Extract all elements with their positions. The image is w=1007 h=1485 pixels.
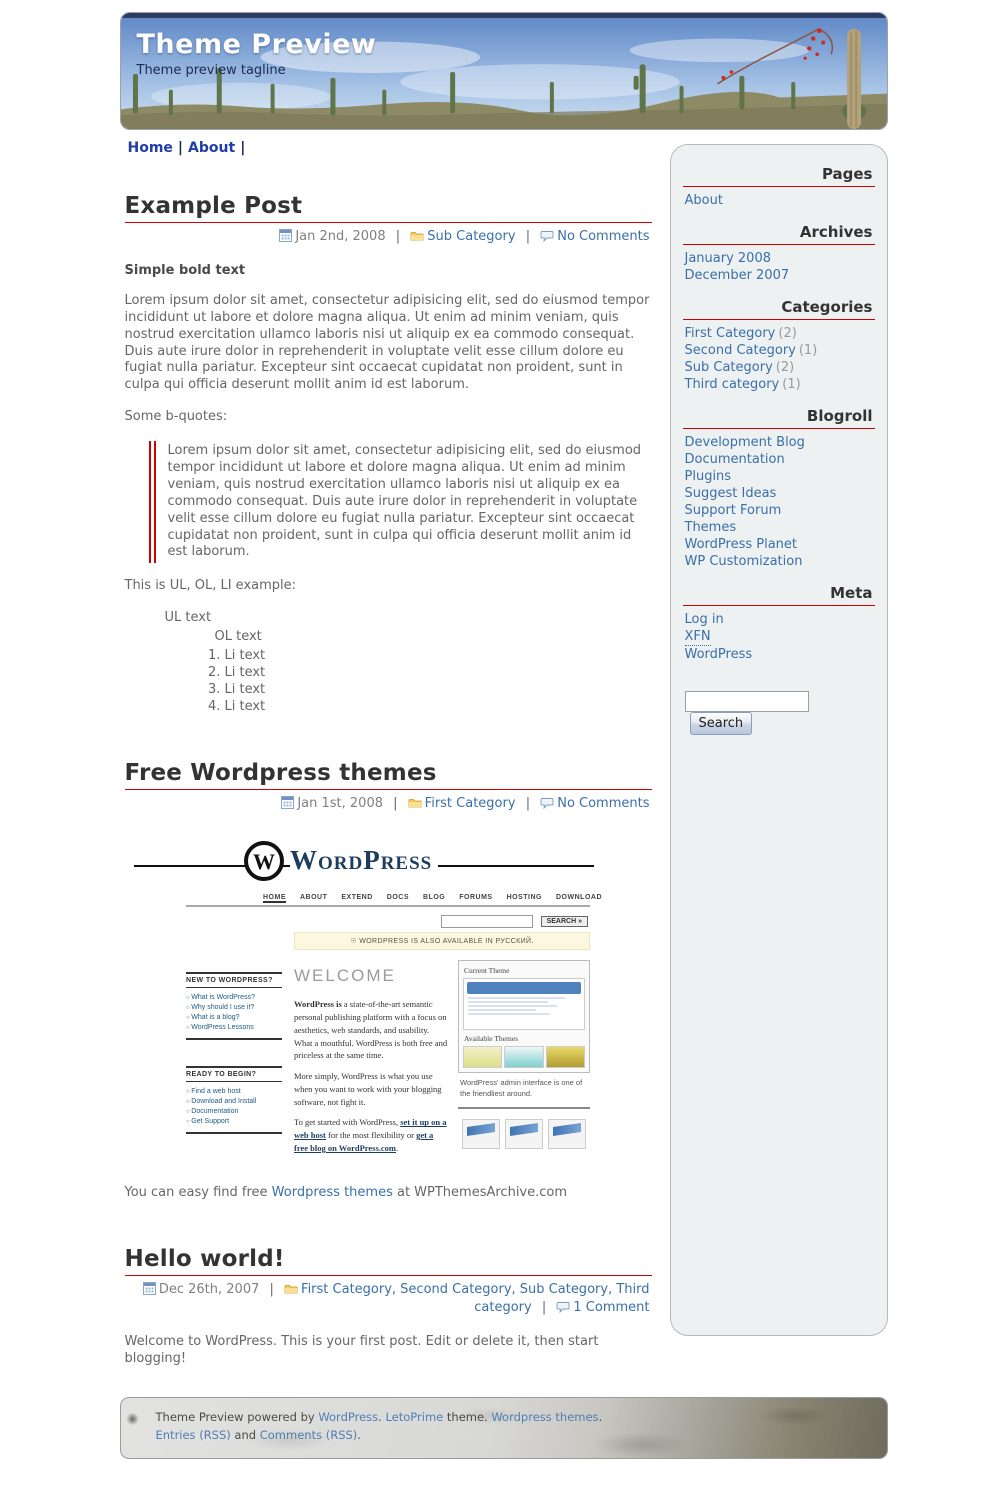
- category-link[interactable]: Second Category: [400, 1281, 512, 1297]
- wp-left-sidebar: [186, 932, 282, 1162]
- post-hello-world: [125, 1246, 652, 1368]
- quotes-label: Some b-quotes:: [124, 409, 228, 425]
- sidebar-section-categories: [683, 298, 875, 393]
- meta-separator: |: [395, 229, 401, 244]
- meta-separator: |: [525, 229, 531, 244]
- site-tagline: Theme preview tagline: [136, 63, 286, 78]
- wp-link: ○ WordPress Lessons: [186, 1022, 282, 1032]
- sidebar-section-blogroll: [683, 407, 875, 570]
- wordpress-org-screenshot-image: [186, 839, 602, 1162]
- category-separator: ,: [511, 1281, 520, 1297]
- wp-current-theme-label: Current Theme: [464, 966, 510, 976]
- ordered-list: [125, 648, 652, 716]
- wp-body: [186, 932, 590, 1162]
- wp-link: ○ Get Support: [186, 1116, 282, 1126]
- wp-language-notice: ☉ WORDPRESS IS ALSO AVAILABLE IN РУССКИЙ.: [294, 932, 590, 950]
- post-caption: You can easy find free Wordpress themes at WPThemesArchive.com: [124, 1184, 568, 1200]
- category-item: [427, 229, 515, 244]
- wp-theme-column: [458, 960, 590, 1162]
- sidebar-link[interactable]: About: [684, 193, 723, 208]
- ul-text: UL text: [164, 610, 212, 626]
- footer-text: .: [378, 1410, 386, 1424]
- category-separator: ,: [608, 1281, 617, 1297]
- sidebar-section-archives: [683, 223, 875, 284]
- wp-logo-row: [186, 839, 590, 883]
- nav-item: [128, 140, 189, 156]
- category-item: [400, 1282, 520, 1297]
- sidebar-link[interactable]: First Category: [684, 326, 776, 341]
- wp-admin-caption: WordPress' admin interface is one of the friendliest around.: [460, 1078, 583, 1098]
- meta-separator: |: [525, 795, 531, 811]
- site-title: Theme Preview: [136, 29, 377, 60]
- sidebar-list-item: [683, 359, 875, 376]
- sidebar-link[interactable]: Development Blog: [684, 435, 805, 450]
- nav-separator: |: [177, 140, 184, 156]
- paragraph: Lorem ipsum dolor sit amet, consectetur adipisicing elit, sed do eiusmod tempor incididunt ut labore et dolore magna aliqua. Ut enim ad minim veniam, quis nostrud exercitation ullamco laboris nisi ut aliquip ex ea commodo consequat. Duis aute irure dolor in reprehenderit in voluptate velit esse cillum dolore eu fugiat nulla pariatur. Excepteur sint occaecat cupidatat non proident, sunt in culpa qui officia deserunt mollit anim id est laborum.: [124, 292, 650, 393]
- sidebar-section-title: Blogroll: [683, 407, 875, 429]
- sidebar-link[interactable]: WP Customization: [684, 554, 803, 569]
- wp-theme-thumbnails: [458, 1119, 590, 1149]
- sidebar-list-item: [683, 468, 875, 485]
- post-body: [125, 1334, 652, 1368]
- wp-section-title: NEW TO WORDPRESS?: [186, 972, 282, 988]
- nav-separator: |: [240, 140, 246, 156]
- folder-icon: [284, 1283, 298, 1295]
- content-row: [120, 158, 888, 1383]
- post-meta: [125, 795, 650, 814]
- wp-current-theme-box: [458, 960, 590, 1073]
- wp-link: ○ Find a web host: [186, 1086, 282, 1096]
- post-categories: [427, 229, 515, 244]
- wp-section-title: READY TO BEGIN?: [186, 1066, 282, 1082]
- wp-link: ○ Download and Install: [186, 1096, 282, 1106]
- wp-logo-text: WordPress: [290, 845, 438, 876]
- sidebar-list-item: [683, 628, 875, 646]
- post-title: Free Wordpress themes: [125, 760, 652, 790]
- wp-link-list: [186, 992, 282, 1040]
- post-title: Example Post: [125, 193, 652, 223]
- header-text: [121, 13, 887, 78]
- wordpress-logo-icon: W: [244, 841, 284, 881]
- category-link[interactable]: Third category: [474, 1281, 650, 1316]
- sidebar: [670, 144, 888, 1336]
- sidebar-list-item: [683, 611, 875, 628]
- footer-themes-link[interactable]: Wordpress themes: [491, 1410, 599, 1424]
- category-count: (2): [778, 326, 797, 341]
- site-footer: [120, 1397, 888, 1459]
- wp-link: ○ Why should I use it?: [186, 1002, 282, 1012]
- sidebar-section-title: Categories: [683, 298, 875, 320]
- sidebar-list-item: [683, 342, 875, 359]
- sidebar-section-title: Pages: [683, 165, 875, 187]
- footer-comments-rss-link[interactable]: Comments (RSS): [259, 1427, 358, 1442]
- main-column: [120, 158, 670, 1383]
- wp-nav-item: ABOUT: [300, 894, 328, 902]
- footer-entries-rss-link[interactable]: Entries (RSS): [155, 1427, 231, 1442]
- calendar-icon: [279, 229, 292, 242]
- sidebar-list-item: [683, 376, 875, 393]
- footer-text: theme.: [443, 1410, 492, 1424]
- post-date: Jan 2nd, 2008: [295, 229, 386, 244]
- sidebar-list-item: [683, 192, 875, 209]
- list-item: 2. Li text: [225, 665, 652, 682]
- bold-intro: Simple bold text: [124, 262, 246, 278]
- category-count: (1): [782, 377, 801, 392]
- footer-wordpress-link[interactable]: WordPress: [318, 1410, 379, 1424]
- wp-search-row: [186, 907, 590, 932]
- sidebar-link[interactable]: Third category: [684, 377, 780, 392]
- ol-text: OL text: [214, 629, 262, 645]
- post-example-post: [125, 193, 652, 716]
- sidebar-link[interactable]: WordPress: [684, 647, 753, 662]
- search-input[interactable]: [685, 691, 809, 712]
- post-title: Hello world!: [125, 1246, 652, 1276]
- sidebar-list-item: [683, 502, 875, 519]
- sidebar-list-item: [683, 250, 875, 267]
- wp-nav-item: HOSTING: [506, 894, 542, 902]
- wp-link: ○ What is WordPress?: [186, 992, 282, 1002]
- post-meta: [125, 1281, 650, 1319]
- sidebar-list-item: [683, 485, 875, 502]
- wp-nav-item: DOWNLOAD: [556, 894, 602, 902]
- meta-separator: |: [393, 795, 398, 811]
- folder-icon: [410, 230, 424, 242]
- sidebar-link[interactable]: Support Forum: [684, 503, 782, 518]
- sidebar-link[interactable]: Documentation: [684, 452, 785, 467]
- wp-link: ○ What is a blog?: [186, 1012, 282, 1022]
- list-item: 3. Li text: [225, 682, 652, 699]
- post-meta: [125, 228, 650, 247]
- page: [120, 0, 888, 1459]
- footer-text: Theme Preview powered by: [155, 1410, 319, 1424]
- sidebar-list-item: [683, 267, 875, 284]
- post-categories: [425, 796, 516, 811]
- nav-link[interactable]: About: [188, 140, 236, 156]
- comments-link[interactable]: 1 Comment: [573, 1300, 650, 1316]
- wordpress-themes-link[interactable]: Wordpress themes: [271, 1184, 393, 1200]
- wp-admin-thumbnail: [463, 978, 585, 1030]
- wp-nav-item: BLOG: [423, 894, 446, 902]
- sidebar-link[interactable]: WordPress Planet: [684, 537, 798, 552]
- sidebar-link[interactable]: Themes: [684, 520, 737, 535]
- sidebar-section-pages: [683, 165, 875, 209]
- comment-bubble-icon: [556, 1301, 570, 1313]
- sidebar-list-item: [683, 325, 875, 342]
- category-link[interactable]: First Category: [301, 1281, 392, 1297]
- sidebar-link[interactable]: Suggest Ideas: [684, 486, 777, 501]
- sidebar-list-item: [683, 536, 875, 553]
- sidebar-link[interactable]: Sub Category: [684, 360, 773, 375]
- meta-separator: |: [541, 1300, 547, 1316]
- category-item: [520, 1282, 617, 1297]
- wp-divider: [458, 1107, 590, 1109]
- wp-paragraph: To get started with WordPress, set it up on a web host for the most flexibility or get a free blog on WordPress.com.: [294, 1117, 447, 1153]
- wp-main-area: [282, 932, 590, 1162]
- comments-link[interactable]: No Comments: [557, 795, 650, 811]
- footer-letoprime-link[interactable]: LetoPrime: [385, 1410, 444, 1424]
- wp-theme-strips: [463, 1046, 585, 1068]
- category-count: (1): [798, 343, 818, 358]
- list-item: 4. Li text: [225, 699, 652, 716]
- nav-link[interactable]: Home: [127, 140, 173, 156]
- category-item: [425, 796, 516, 811]
- wp-columns: [294, 960, 590, 1162]
- site-header: [120, 12, 888, 130]
- sidebar-list-item: [683, 646, 875, 663]
- sidebar-link[interactable]: XFN: [684, 629, 711, 644]
- footer-text: and: [230, 1427, 260, 1442]
- post-date: Dec 26th, 2007: [158, 1281, 260, 1297]
- calendar-icon: [143, 1282, 156, 1295]
- category-link[interactable]: First Category: [424, 795, 516, 811]
- sidebar-list-item: [683, 553, 875, 570]
- wp-welcome-heading: WELCOME: [294, 966, 396, 986]
- sidebar-link[interactable]: Plugins: [684, 469, 732, 484]
- category-count: (2): [775, 360, 795, 375]
- sidebar-search: [683, 691, 875, 735]
- post-date: Jan 1st, 2008: [297, 795, 383, 811]
- wp-link-list: [186, 1086, 282, 1134]
- folder-icon: [408, 797, 422, 809]
- sidebar-list-item: [683, 451, 875, 468]
- post-body: [125, 263, 652, 716]
- wp-nav-item: EXTEND: [341, 894, 373, 902]
- sidebar-section-title: Archives: [683, 223, 875, 245]
- category-separator: ,: [391, 1281, 401, 1297]
- list-item: 1. Li text: [225, 648, 652, 665]
- wp-search-input: [441, 915, 533, 928]
- comments-link[interactable]: No Comments: [557, 229, 650, 244]
- wp-nav-item: DOCS: [386, 894, 410, 902]
- calendar-icon: [281, 796, 294, 809]
- wp-nav-item: HOME: [263, 894, 286, 902]
- sidebar-list-item: [683, 519, 875, 536]
- sidebar-section-title: Meta: [683, 584, 875, 606]
- sidebar-link[interactable]: January 2008: [684, 251, 771, 266]
- category-link[interactable]: Sub Category: [427, 229, 516, 244]
- wp-available-themes-label: Available Themes: [464, 1034, 519, 1044]
- wp-welcome-column: [294, 960, 458, 1162]
- comment-bubble-icon: [540, 230, 554, 242]
- footer-text: .: [357, 1427, 361, 1442]
- sidebar-link[interactable]: Log in: [684, 612, 724, 627]
- footer-text: .: [598, 1410, 603, 1424]
- wp-search-button: SEARCH »: [541, 916, 588, 927]
- nav-item: [188, 140, 250, 156]
- paragraph: Welcome to WordPress. This is your first post. Edit or delete it, then start blogging!: [124, 1334, 599, 1367]
- comment-bubble-icon: [540, 797, 554, 809]
- wp-paragraph: WordPress is a state-of-the-art semantic personal publishing platform with a focus on aesthetics, web standards, and usability. What a mouthful. WordPress is both free and priceless at the same time.: [294, 999, 448, 1061]
- search-button[interactable]: Search: [690, 712, 753, 735]
- wp-paragraph: More simply, WordPress is what you use when you want to work with your blogging software, not fight it.: [294, 1071, 442, 1107]
- sidebar-section-meta: [683, 584, 875, 663]
- blockquote: Lorem ipsum dolor sit amet, consectetur adipisicing elit, sed do eiusmod tempor incididunt ut labore et dolore magna aliqua. Ut enim ad minim veniam, quis nostrud exercitation ullamco laboris nisi ut aliquip ex ea commodo consequat. Duis aute irure dolor in reprehenderit in voluptate velit esse cillum dolore eu fugiat nulla pariatur. Excepteur sint occaecat cupidatat non proident, sunt in culpa qui officia deserunt mollit anim id est laborum.: [149, 441, 652, 563]
- category-item: [301, 1282, 400, 1297]
- wp-nav-item: FORUMS: [459, 894, 493, 902]
- sidebar-list-item: [683, 434, 875, 451]
- wp-nav: [186, 883, 602, 907]
- wp-link: ○ Documentation: [186, 1106, 282, 1116]
- meta-separator: |: [269, 1281, 274, 1297]
- sidebar-link[interactable]: December 2007: [684, 268, 790, 283]
- category-link[interactable]: Sub Category: [519, 1281, 609, 1297]
- list-label: This is UL, OL, LI example:: [124, 578, 297, 594]
- sidebar-link[interactable]: Second Category: [684, 343, 796, 358]
- post-free-wordpress-themes: [125, 760, 652, 1202]
